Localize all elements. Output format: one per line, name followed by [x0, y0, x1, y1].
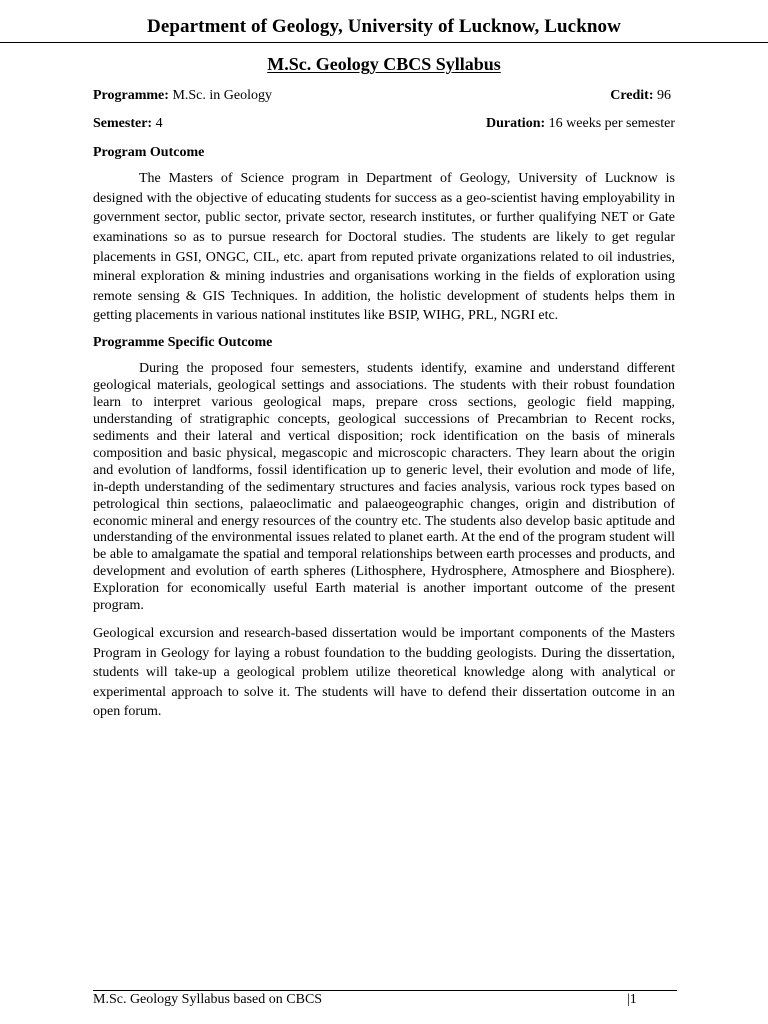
document-body: [93, 86, 675, 722]
credit-value: 96: [657, 88, 671, 103]
credit-label: Credit:: [610, 88, 654, 103]
page-number: |1: [627, 992, 637, 1007]
footer-text: M.Sc. Geology Syllabus based on CBCS: [93, 992, 323, 1007]
semester-label: Semester:: [93, 116, 153, 132]
page-header: Department of Geology, University of Lucknow, Lucknow: [147, 16, 621, 37]
semester-field: [93, 114, 163, 133]
program-outcome-heading: Program Outcome: [93, 144, 205, 160]
dissertation-paragraph: Geological excursion and research-based dissertation would be important components of the Masters Program in Geology for laying a robust foundation to the budding geologists. During the dissertation, students will take-up a geological problem utilize theoretical knowledge along with analytical or experimental approach to solve it. The students will have to defend their dissertation outcome in an open forum.: [93, 625, 675, 720]
header-rule: [0, 42, 768, 43]
semester-value: 4: [155, 116, 163, 132]
programme-label: Programme:: [93, 88, 169, 103]
programme-value: M.Sc. in Geology: [172, 88, 272, 103]
duration-field: [486, 114, 675, 133]
programme-field: [93, 86, 272, 105]
credit-field: [610, 86, 671, 105]
program-outcome-paragraph: The Masters of Science program in Department of Geology, University of Lucknow is designed with the objective of educating students for success as a geo-scientist having employability in government sector, public sector, private sector, research institutes, or further qualifying NET or Gate examinations so as to pursue research for Doctoral studies. The students are likely to get regular placements in GSI, ONGC, CIL, etc. apart from reputed private organizations related to oil industries, mineral exploration & mining industries and organisations working in the fields of exploration using remote sensing & GIS Techniques. In addition, the holistic development of students helps them in getting placements in various national institutes like BSIP, WIHG, PRL, NGRI etc.: [93, 171, 675, 324]
programme-specific-outcome-paragraph: During the proposed four semesters, students identify, examine and understand different geological materials, geological settings and associations. The students with their robust foundation learn to interpret various geological maps, prepare cross sections, geologic field mapping, understanding of stratigraphic concepts, geological successions of Precambrian to Recent rocks, sediments and their lateral and vertical disposition; rock identification on the basis of minerals composition and basic physical, megascopic and microscopic characters. They learn about the origin and evolution of landforms, fossil identification up to generic level, their evolution and mode of life, in-depth understanding of the sedimentary structures and facies analysis, various rock types based on petrological thin sections, palaeoclimatic and palaeogeographic changes, origin and distribution of economic mineral and energy resources of the country etc. The students also develop basic aptitude and understanding of the environmental issues related to planet earth. At the end of the program student will be able to amalgamate the spatial and temporal relationships between earth processes and products, and development and evolution of earth spheres (Lithosphere, Hydrosphere, Atmosphere and Biosphere). Exploration for economically useful Earth material is another important outcome of the present program.: [93, 361, 676, 614]
duration-label: Duration:: [486, 116, 546, 132]
footer-rule: [93, 990, 677, 991]
programme-credit-row: [93, 86, 675, 105]
document-title-text: M.Sc. Geology CBCS Syllabus: [267, 54, 501, 74]
duration-value: 16 weeks per semester: [548, 116, 675, 132]
semester-duration-row: [93, 114, 675, 133]
document-title: [0, 54, 768, 75]
programme-specific-outcome-heading: Programme Specific Outcome: [93, 334, 273, 350]
